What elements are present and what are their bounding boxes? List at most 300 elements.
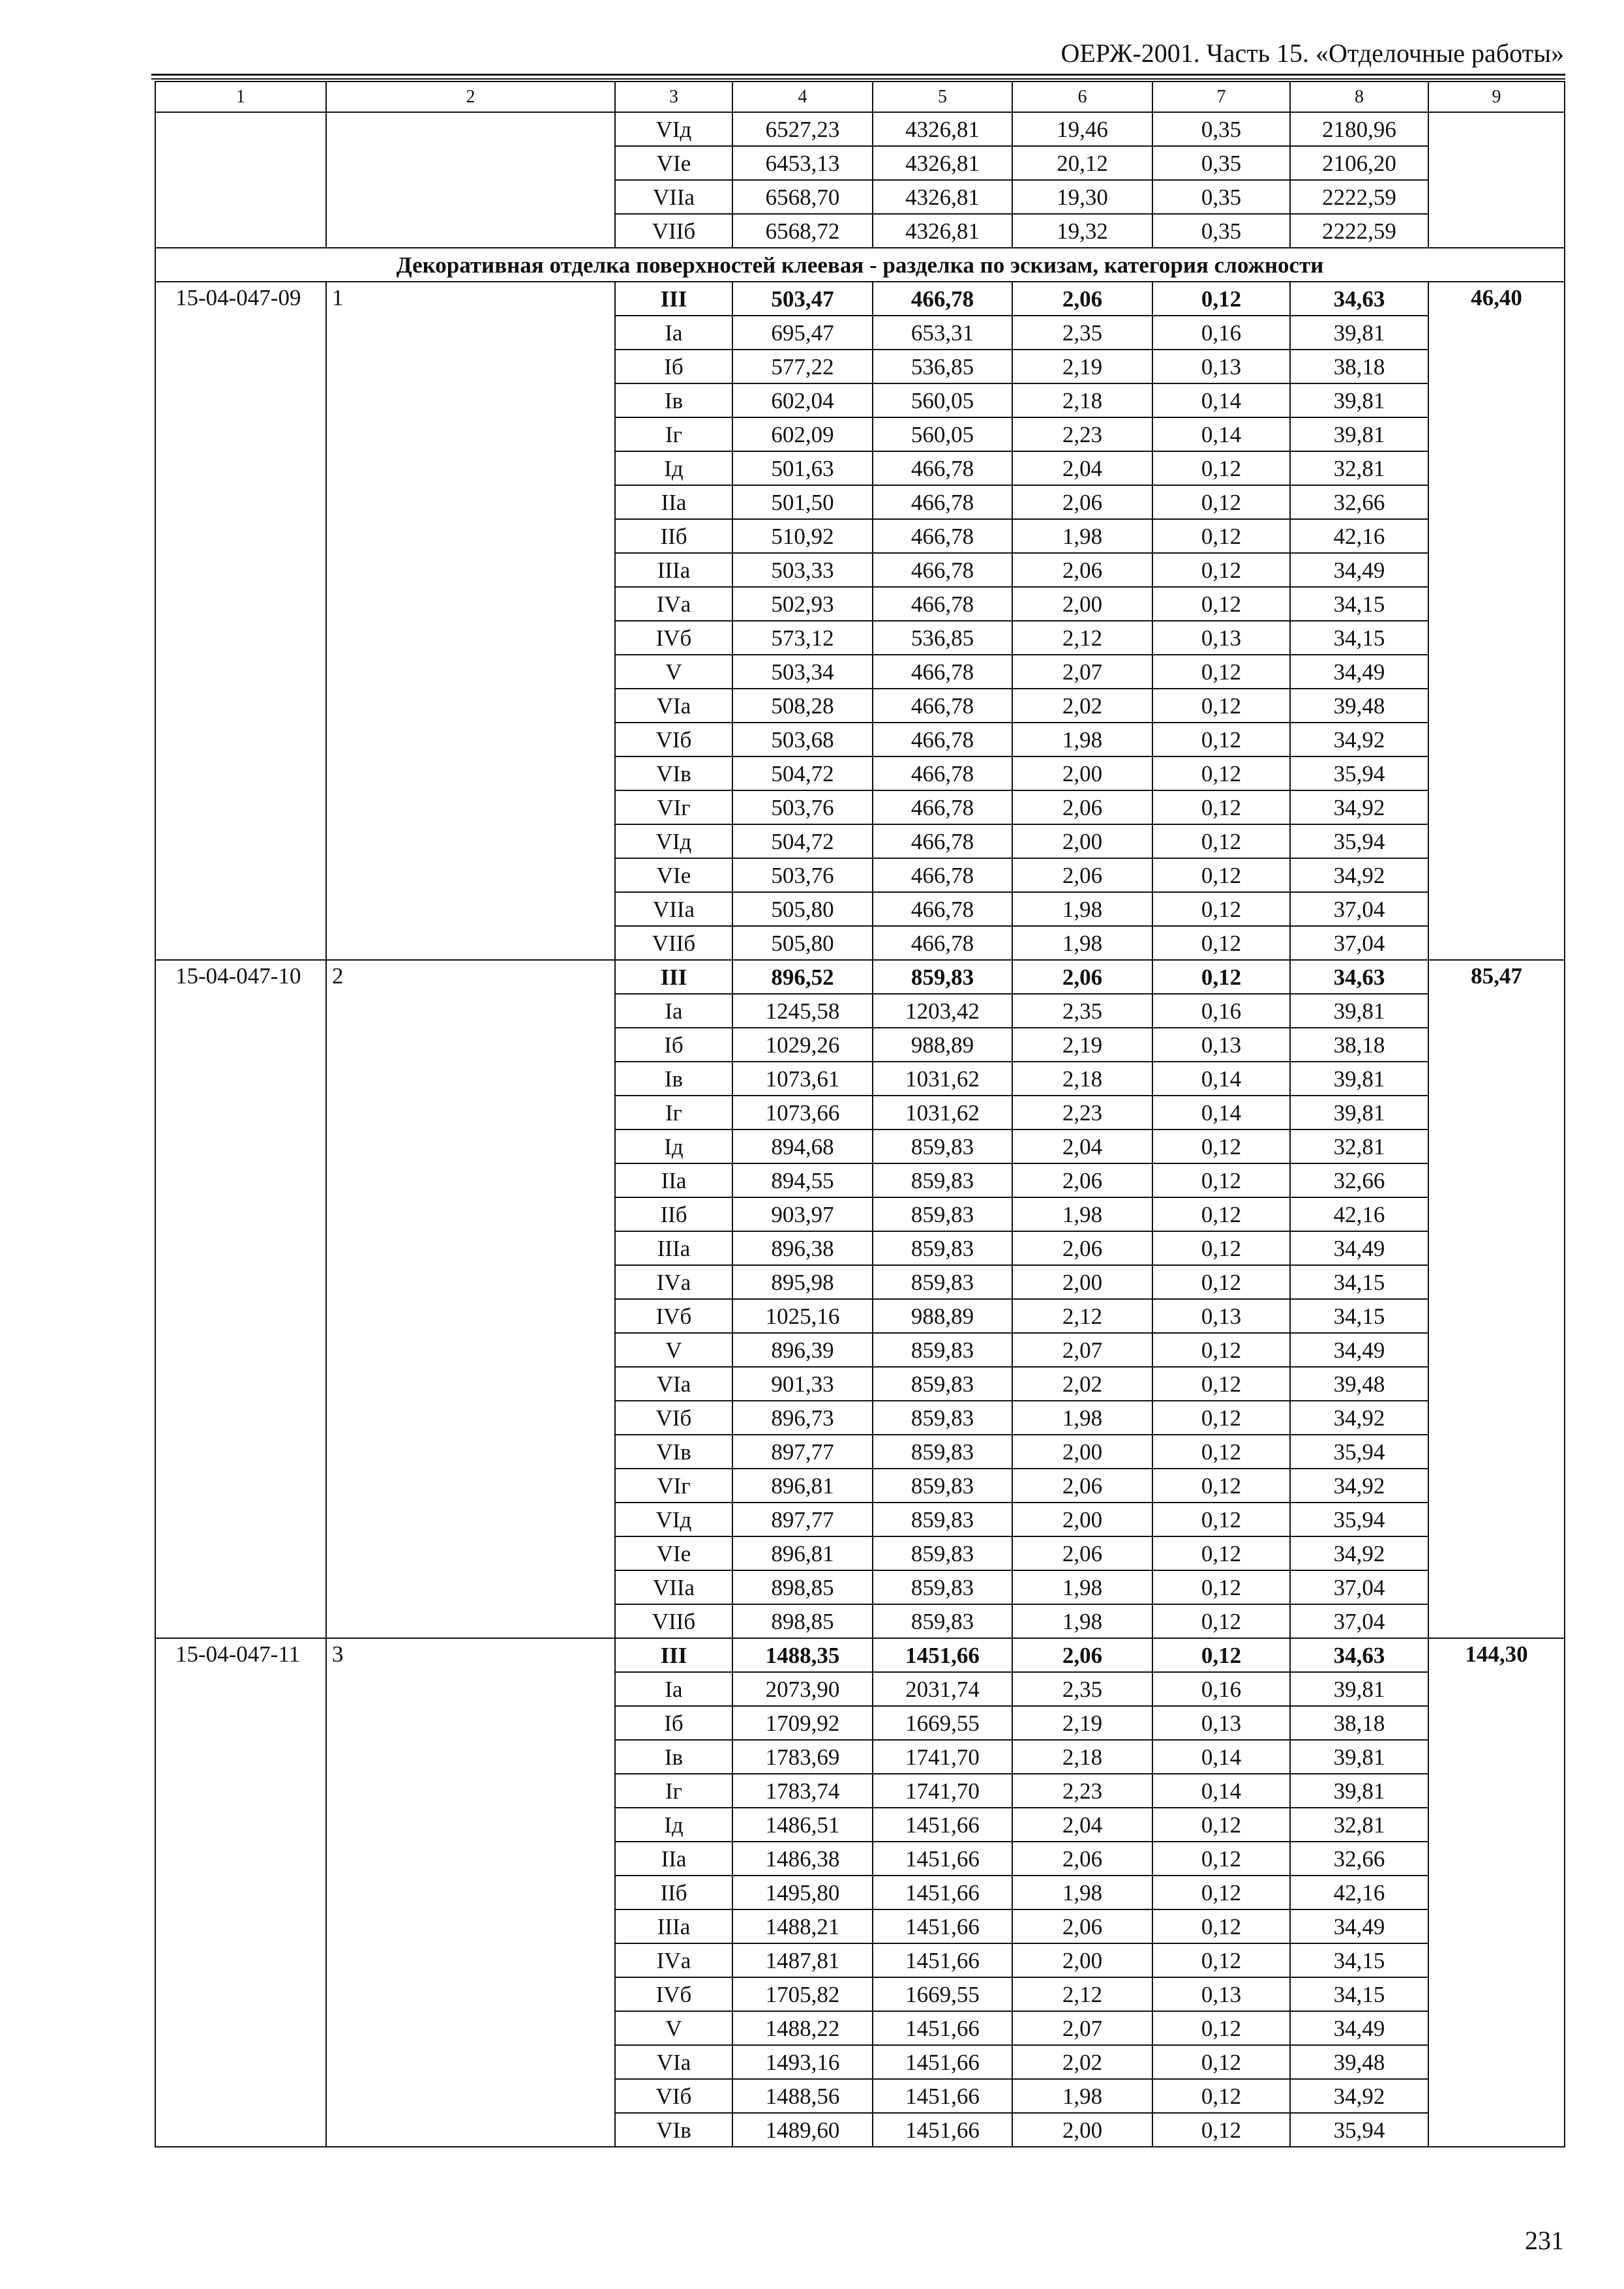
data-cell: 897,77 (732, 1435, 873, 1469)
data-cell: IVа (615, 1943, 732, 1977)
data-cell: 1486,38 (732, 1842, 873, 1876)
data-cell: 896,81 (732, 1536, 873, 1570)
data-cell: 34,49 (1290, 1909, 1428, 1943)
data-cell: 0,35 (1152, 146, 1290, 180)
data-cell: Iв (615, 1062, 732, 1096)
data-cell: 34,49 (1290, 1333, 1428, 1367)
data-cell: 1669,55 (873, 1706, 1012, 1740)
col9-cell: 144,30 (1428, 1638, 1565, 2147)
data-cell: IIIа (615, 1909, 732, 1943)
data-cell: 2,18 (1012, 383, 1152, 417)
column-number-cell: 5 (873, 82, 1012, 112)
data-cell: 34,49 (1290, 1231, 1428, 1265)
data-cell: 0,35 (1152, 180, 1290, 214)
data-cell: 42,16 (1290, 519, 1428, 553)
data-cell: 19,46 (1012, 112, 1152, 146)
data-cell: 39,81 (1290, 383, 1428, 417)
data-cell: 2,00 (1012, 587, 1152, 621)
data-cell: 896,38 (732, 1231, 873, 1265)
page-header-title: ОЕРЖ-2001. Часть 15. «Отделочные работы» (1060, 38, 1564, 68)
data-cell: 898,85 (732, 1604, 873, 1638)
data-cell: 39,81 (1290, 994, 1428, 1028)
data-cell: 2,23 (1012, 417, 1152, 451)
data-cell: 1,98 (1012, 926, 1152, 960)
data-cell: Iа (615, 316, 732, 350)
category-cell: 3 (326, 1638, 615, 2147)
data-cell: 1488,22 (732, 2011, 873, 2045)
data-cell: Iд (615, 451, 732, 485)
data-cell: 859,83 (873, 1333, 1012, 1367)
data-cell: 1451,66 (873, 1909, 1012, 1943)
data-cell: 0,12 (1152, 1333, 1290, 1367)
data-cell: Iб (615, 1706, 732, 1740)
category-cell: 1 (326, 282, 615, 960)
data-cell: 894,55 (732, 1163, 873, 1197)
data-cell: VIе (615, 146, 732, 180)
data-cell: 2,00 (1012, 1265, 1152, 1299)
data-cell: 1705,82 (732, 1977, 873, 2011)
data-cell: 536,85 (873, 621, 1012, 655)
data-cell: 0,12 (1152, 451, 1290, 485)
data-cell: 35,94 (1290, 756, 1428, 790)
data-cell: 0,12 (1152, 1808, 1290, 1842)
data-cell: 2,12 (1012, 621, 1152, 655)
data-cell: 34,15 (1290, 1265, 1428, 1299)
col9-cell: 46,40 (1428, 282, 1565, 960)
data-cell: 2,19 (1012, 1028, 1152, 1062)
data-cell: 859,83 (873, 1469, 1012, 1503)
data-cell: 2,06 (1012, 485, 1152, 519)
data-cell: 2,06 (1012, 960, 1152, 994)
data-cell: 34,15 (1290, 1943, 1428, 1977)
data-cell: 0,12 (1152, 1265, 1290, 1299)
data-cell: 0,14 (1152, 1096, 1290, 1130)
data-cell: 560,05 (873, 383, 1012, 417)
data-cell: 0,12 (1152, 2011, 1290, 2045)
data-cell: Iа (615, 994, 732, 1028)
data-cell: 37,04 (1290, 926, 1428, 960)
data-cell: 2,07 (1012, 655, 1152, 689)
data-cell: 1451,66 (873, 1808, 1012, 1842)
data-cell: 1203,42 (873, 994, 1012, 1028)
data-cell: VIд (615, 112, 732, 146)
data-cell: 1741,70 (873, 1740, 1012, 1774)
data-cell: 39,81 (1290, 1096, 1428, 1130)
data-cell: 1451,66 (873, 1638, 1012, 1672)
data-cell: 0,12 (1152, 824, 1290, 858)
data-cell: 859,83 (873, 1231, 1012, 1265)
table-row (155, 282, 1565, 316)
data-cell: VIIа (615, 180, 732, 214)
data-cell: 39,81 (1290, 1672, 1428, 1706)
data-cell: 0,16 (1152, 994, 1290, 1028)
data-cell: 501,50 (732, 485, 873, 519)
data-cell: 0,13 (1152, 1299, 1290, 1333)
data-cell: IIб (615, 1197, 732, 1231)
data-cell: 35,94 (1290, 1435, 1428, 1469)
code-cell: 15-04-047-11 (155, 1638, 326, 2147)
data-cell: 32,66 (1290, 1163, 1428, 1197)
data-cell: 0,14 (1152, 383, 1290, 417)
data-cell: 1,98 (1012, 2079, 1152, 2113)
data-cell: 32,66 (1290, 485, 1428, 519)
data-cell: 0,13 (1152, 1977, 1290, 2011)
data-cell: 1451,66 (873, 2113, 1012, 2147)
data-cell: 32,81 (1290, 1130, 1428, 1163)
data-cell: 896,52 (732, 960, 873, 994)
data-cell: 2,06 (1012, 553, 1152, 587)
data-cell: 466,78 (873, 858, 1012, 892)
data-cell: 19,32 (1012, 214, 1152, 248)
data-cell: 34,92 (1290, 790, 1428, 824)
data-cell: 0,12 (1152, 960, 1290, 994)
data-cell: 4326,81 (873, 112, 1012, 146)
data-cell: 2,23 (1012, 1096, 1152, 1130)
data-cell: VIг (615, 790, 732, 824)
data-cell: 2,06 (1012, 1842, 1152, 1876)
data-cell: VIг (615, 1469, 732, 1503)
col9-cell: 85,47 (1428, 960, 1565, 1638)
data-cell: 0,14 (1152, 417, 1290, 451)
code-cell (155, 112, 326, 248)
data-cell: 0,12 (1152, 723, 1290, 756)
data-cell: 466,78 (873, 587, 1012, 621)
data-cell: 0,12 (1152, 1401, 1290, 1435)
data-cell: 0,14 (1152, 1062, 1290, 1096)
data-cell: 895,98 (732, 1265, 873, 1299)
data-cell: 2,12 (1012, 1977, 1152, 2011)
data-cell: 0,12 (1152, 1570, 1290, 1604)
data-cell: 2,06 (1012, 1469, 1152, 1503)
data-cell: 0,12 (1152, 1130, 1290, 1163)
data-cell: 0,12 (1152, 587, 1290, 621)
data-cell: 2,06 (1012, 1536, 1152, 1570)
data-cell: 0,12 (1152, 1536, 1290, 1570)
data-cell: 466,78 (873, 723, 1012, 756)
data-cell: 1783,74 (732, 1774, 873, 1808)
data-cell: 653,31 (873, 316, 1012, 350)
data-cell: 1495,80 (732, 1876, 873, 1909)
data-cell: 0,12 (1152, 1943, 1290, 1977)
data-cell: 0,12 (1152, 689, 1290, 723)
data-cell: 1451,66 (873, 1842, 1012, 1876)
data-cell: 859,83 (873, 1265, 1012, 1299)
data-cell: V (615, 655, 732, 689)
data-cell: 2,02 (1012, 689, 1152, 723)
data-cell: 4326,81 (873, 180, 1012, 214)
column-number-cell: 3 (615, 82, 732, 112)
table-row (155, 1638, 1565, 1672)
data-cell: 34,92 (1290, 2079, 1428, 2113)
data-cell: 0,13 (1152, 1028, 1290, 1062)
data-cell: 602,04 (732, 383, 873, 417)
data-cell: III (615, 960, 732, 994)
data-cell: 34,92 (1290, 1469, 1428, 1503)
data-cell: 19,30 (1012, 180, 1152, 214)
data-cell: 988,89 (873, 1299, 1012, 1333)
data-cell: 466,78 (873, 756, 1012, 790)
data-cell: 859,83 (873, 1130, 1012, 1163)
data-cell: 1451,66 (873, 2011, 1012, 2045)
data-cell: 2,06 (1012, 858, 1152, 892)
data-cell: 2,00 (1012, 2113, 1152, 2147)
data-cell: 0,35 (1152, 214, 1290, 248)
table-row (155, 960, 1565, 994)
data-cell: 1486,51 (732, 1808, 873, 1842)
data-cell: 859,83 (873, 960, 1012, 994)
data-cell: 32,81 (1290, 451, 1428, 485)
column-number-cell: 9 (1428, 82, 1565, 112)
data-cell: 501,63 (732, 451, 873, 485)
data-cell: 42,16 (1290, 1876, 1428, 1909)
data-cell: III (615, 282, 732, 316)
data-cell: Iд (615, 1808, 732, 1842)
data-cell: 536,85 (873, 350, 1012, 383)
data-cell: 859,83 (873, 1163, 1012, 1197)
data-cell: 0,12 (1152, 2045, 1290, 2079)
data-cell: 1709,92 (732, 1706, 873, 1740)
page-number: 231 (1525, 2226, 1564, 2255)
data-cell: 1451,66 (873, 1876, 1012, 1909)
data-cell: VIа (615, 2045, 732, 2079)
data-cell: 1,98 (1012, 723, 1152, 756)
data-cell: 859,83 (873, 1367, 1012, 1401)
data-cell: 1488,56 (732, 2079, 873, 2113)
data-cell: 1,98 (1012, 519, 1152, 553)
data-cell: IIб (615, 519, 732, 553)
data-cell: 0,12 (1152, 926, 1290, 960)
data-cell: 695,47 (732, 316, 873, 350)
rates-table-body (155, 82, 1565, 2147)
data-cell: 988,89 (873, 1028, 1012, 1062)
data-cell: 2,06 (1012, 790, 1152, 824)
data-cell: 35,94 (1290, 1503, 1428, 1536)
data-cell: 602,09 (732, 417, 873, 451)
section-title: Декоративная отделка поверхностей клеевая - разделка по эскизам, категория сложности (155, 248, 1565, 282)
header-rule-thin (151, 78, 1565, 80)
data-cell: IVа (615, 587, 732, 621)
data-cell: 2222,59 (1290, 180, 1428, 214)
data-cell: Iа (615, 1672, 732, 1706)
data-cell: 1245,58 (732, 994, 873, 1028)
data-cell: 2,06 (1012, 1909, 1152, 1943)
data-cell: VIв (615, 2113, 732, 2147)
data-cell: 859,83 (873, 1503, 1012, 1536)
data-cell: 6568,72 (732, 214, 873, 248)
data-cell: III (615, 1638, 732, 1672)
data-cell: 1029,26 (732, 1028, 873, 1062)
data-cell: 1489,60 (732, 2113, 873, 2147)
column-number-cell: 7 (1152, 82, 1290, 112)
data-cell: 503,34 (732, 655, 873, 689)
data-cell: 2,07 (1012, 2011, 1152, 2045)
data-cell: 2,06 (1012, 1163, 1152, 1197)
data-cell: 2,06 (1012, 282, 1152, 316)
data-cell: 504,72 (732, 756, 873, 790)
data-cell: 1487,81 (732, 1943, 873, 1977)
data-cell: 0,12 (1152, 1435, 1290, 1469)
data-cell: VIIа (615, 892, 732, 926)
data-cell: 2031,74 (873, 1672, 1012, 1706)
data-cell: 0,12 (1152, 485, 1290, 519)
data-cell: 0,12 (1152, 858, 1290, 892)
data-cell: 34,15 (1290, 621, 1428, 655)
data-cell: 859,83 (873, 1604, 1012, 1638)
data-cell: 1,98 (1012, 892, 1152, 926)
data-cell: 38,18 (1290, 1028, 1428, 1062)
data-cell: 34,92 (1290, 858, 1428, 892)
data-cell: 894,68 (732, 1130, 873, 1163)
column-number-cell: 8 (1290, 82, 1428, 112)
data-cell: 466,78 (873, 655, 1012, 689)
data-cell: VIе (615, 1536, 732, 1570)
data-cell: 0,12 (1152, 1197, 1290, 1231)
data-cell: 38,18 (1290, 350, 1428, 383)
data-cell: 0,12 (1152, 2079, 1290, 2113)
data-cell: 39,48 (1290, 689, 1428, 723)
category-cell (326, 112, 615, 248)
data-cell: 1031,62 (873, 1096, 1012, 1130)
data-cell: 466,78 (873, 485, 1012, 519)
data-cell: 35,94 (1290, 2113, 1428, 2147)
data-cell: 0,13 (1152, 1706, 1290, 1740)
column-number-cell: 4 (732, 82, 873, 112)
data-cell: 2,35 (1012, 994, 1152, 1028)
data-cell: 34,49 (1290, 553, 1428, 587)
data-cell: 39,81 (1290, 417, 1428, 451)
data-cell: 4326,81 (873, 214, 1012, 248)
data-cell: 0,16 (1152, 316, 1290, 350)
data-cell: 466,78 (873, 689, 1012, 723)
data-cell: 35,94 (1290, 824, 1428, 858)
data-cell: 39,81 (1290, 1774, 1428, 1808)
data-cell: Iг (615, 1774, 732, 1808)
data-cell: 577,22 (732, 350, 873, 383)
data-cell: 0,12 (1152, 1604, 1290, 1638)
data-cell: 37,04 (1290, 1604, 1428, 1638)
data-cell: 560,05 (873, 417, 1012, 451)
data-cell: VIIб (615, 926, 732, 960)
data-cell: IIа (615, 1842, 732, 1876)
header-rule-thick (151, 74, 1565, 76)
data-cell: 0,12 (1152, 553, 1290, 587)
data-cell: 504,72 (732, 824, 873, 858)
data-cell: 896,39 (732, 1333, 873, 1367)
data-cell: 2,06 (1012, 1638, 1152, 1672)
data-cell: 503,68 (732, 723, 873, 756)
code-cell: 15-04-047-09 (155, 282, 326, 960)
data-cell: V (615, 2011, 732, 2045)
data-cell: VIе (615, 858, 732, 892)
data-cell: 466,78 (873, 519, 1012, 553)
data-cell: 2106,20 (1290, 146, 1428, 180)
data-cell: 38,18 (1290, 1706, 1428, 1740)
data-cell: 466,78 (873, 892, 1012, 926)
data-cell: 2,00 (1012, 1435, 1152, 1469)
data-cell: 1783,69 (732, 1740, 873, 1774)
data-cell: 0,12 (1152, 1469, 1290, 1503)
data-cell: 466,78 (873, 926, 1012, 960)
data-cell: 897,77 (732, 1503, 873, 1536)
data-cell: 466,78 (873, 451, 1012, 485)
data-cell: 1,98 (1012, 1604, 1152, 1638)
data-cell: 2,04 (1012, 1130, 1152, 1163)
data-cell: 34,92 (1290, 1401, 1428, 1435)
data-cell: 34,92 (1290, 723, 1428, 756)
data-cell: 34,15 (1290, 1977, 1428, 2011)
data-cell: 2,12 (1012, 1299, 1152, 1333)
data-cell: VIIа (615, 1570, 732, 1604)
data-cell: 2073,90 (732, 1672, 873, 1706)
data-cell: VIа (615, 689, 732, 723)
data-cell: VIIб (615, 214, 732, 248)
rates-table (155, 81, 1565, 2147)
data-cell: 1451,66 (873, 2079, 1012, 2113)
data-cell: IIIа (615, 1231, 732, 1265)
data-cell: IIIа (615, 553, 732, 587)
data-cell: IIа (615, 1163, 732, 1197)
data-cell: Iб (615, 350, 732, 383)
data-cell: 1073,61 (732, 1062, 873, 1096)
data-cell: 39,81 (1290, 1062, 1428, 1096)
data-cell: 466,78 (873, 824, 1012, 858)
data-cell: 1,98 (1012, 1570, 1152, 1604)
data-cell: 1025,16 (732, 1299, 873, 1333)
data-cell: IVб (615, 1977, 732, 2011)
column-number-row (155, 82, 1565, 112)
data-cell: 2,00 (1012, 824, 1152, 858)
data-cell: 34,15 (1290, 587, 1428, 621)
data-cell: 1451,66 (873, 1943, 1012, 1977)
data-cell: 34,15 (1290, 1299, 1428, 1333)
data-cell: 2,35 (1012, 1672, 1152, 1706)
data-cell: 0,12 (1152, 1842, 1290, 1876)
data-cell: VIб (615, 1401, 732, 1435)
data-cell: 859,83 (873, 1570, 1012, 1604)
data-cell: 510,92 (732, 519, 873, 553)
data-cell: 466,78 (873, 553, 1012, 587)
data-cell: 505,80 (732, 892, 873, 926)
data-cell: 503,33 (732, 553, 873, 587)
data-cell: 896,81 (732, 1469, 873, 1503)
data-cell: Iв (615, 383, 732, 417)
data-cell: 1,98 (1012, 1876, 1152, 1909)
data-cell: 0,12 (1152, 1909, 1290, 1943)
data-cell: 901,33 (732, 1367, 873, 1401)
data-cell: 34,49 (1290, 655, 1428, 689)
data-cell: 2,23 (1012, 1774, 1152, 1808)
data-cell: 903,97 (732, 1197, 873, 1231)
data-cell: 502,93 (732, 587, 873, 621)
data-cell: 1,98 (1012, 1401, 1152, 1435)
code-cell: 15-04-047-10 (155, 960, 326, 1638)
col9-cell (1428, 112, 1565, 248)
data-cell: 6527,23 (732, 112, 873, 146)
data-cell: 0,14 (1152, 1740, 1290, 1774)
data-cell: Iд (615, 1130, 732, 1163)
data-cell: 0,12 (1152, 519, 1290, 553)
data-cell: VIв (615, 756, 732, 790)
data-cell: 2,07 (1012, 1333, 1152, 1367)
data-cell: 503,76 (732, 790, 873, 824)
data-cell: 0,16 (1152, 1672, 1290, 1706)
data-cell: 39,81 (1290, 1740, 1428, 1774)
data-cell: 0,12 (1152, 1503, 1290, 1536)
data-cell: 2,00 (1012, 1943, 1152, 1977)
data-cell: Iб (615, 1028, 732, 1062)
data-cell: 0,12 (1152, 1163, 1290, 1197)
data-cell: 859,83 (873, 1536, 1012, 1570)
